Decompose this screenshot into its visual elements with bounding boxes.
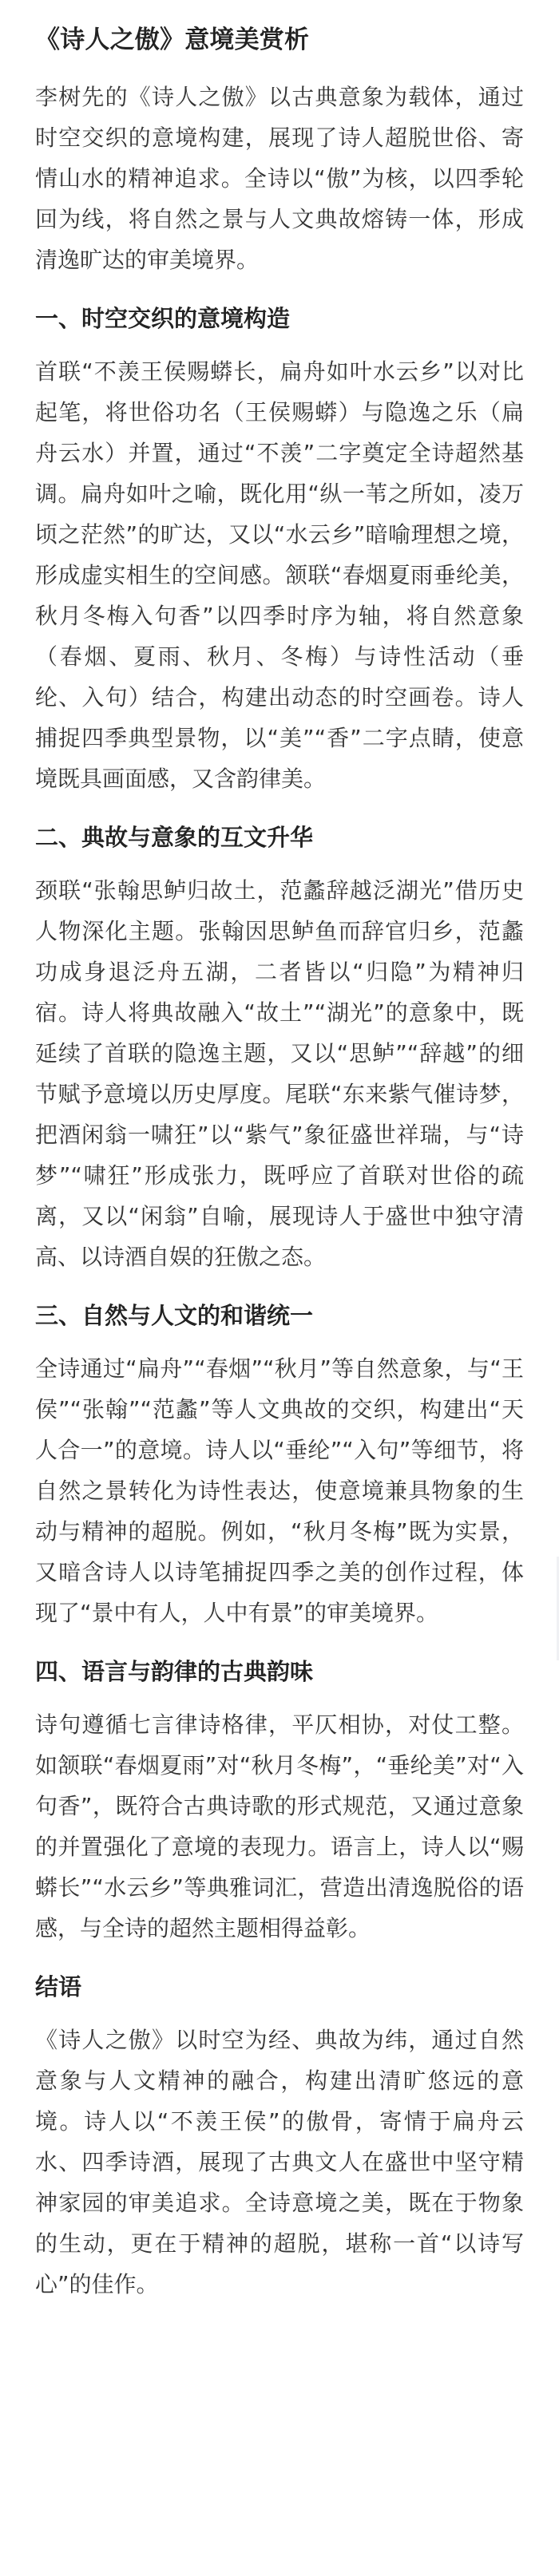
section-body: 颈联“张翰思鲈归故土，范蠡辞越泛湖光”借历史人物深化主题。张翰因思鲈鱼而辞官归乡，范蠡功成身退泛舟五湖，二者皆以“归隐”为精神归宿。诗人将典故融入“故土”“湖光”的意象中，既延续了首联的隐逸主题，又以“思鲈”“辞越”的细节赋予意境以历史厚度。尾联“东来紫气催诗梦，把酒闲翁一啸狂”以“紫气”象征盛世祥瑞，与“诗梦”“啸狂”形成张力，既呼应了首联对世俗的疏离，又以“闲翁”自喻，展现诗人于盛世中独守清高、以诗酒自娱的狂傲之态。 — [35, 877, 524, 1270]
page-title: 《诗人之傲》意境美赏析 — [35, 26, 310, 54]
section-heading: 四、语言与韵律的古典韵味 — [35, 1658, 314, 1685]
section-body: 首联“不羡王侯赐蟒长，扁舟如叶水云乡”以对比起笔，将世俗功名（王侯赐蟒）与隐逸之乐（扁舟云水）并置，通过“不羡”二字奠定全诗超然基调。扁舟如叶之喻，既化用“纵一苇之所如，凌万顷之茫然”的旷达，又以“水云乡”暗喻理想之境，形成虚实相生的空间感。颔联“春烟夏雨垂纶美，秋月冬梅入句香”以四季时序为轴，将自然意象（春烟、夏雨、秋月、冬梅）与诗性活动（垂纶、入句）结合，构建出动态的时空画卷。诗人捕捉四季典型景物，以“美”“香”二字点睛，使意境既具画面感，又含韵律美。 — [35, 358, 524, 792]
section-heading: 三、自然与人文的和谐统一 — [35, 1302, 314, 1329]
section-heading: 一、时空交织的意境构造 — [35, 305, 291, 332]
section-conclusion — [35, 1969, 524, 2305]
section-allusion — [35, 819, 524, 1277]
section-body: 全诗通过“扁舟”“春烟”“秋月”等自然意象，与“王侯”“张翰”“范蠡”等人文典故的交织，构建出“天人合一”的意境。诗人以“垂纶”“入句”等细节，将自然之景转化为诗性表达，使意境兼具物象的生动与精神的超脱。例如，“秋月冬梅”既为实景，又暗含诗人以诗笔捕捉四季之美的创作过程，体现了“景中有人，人中有景”的审美境界。 — [35, 1355, 524, 1626]
section-heading: 结语 — [35, 1973, 82, 2000]
intro-paragraph: 李树先的《诗人之傲》以古典意象为载体，通过时空交织的意境构建，展现了诗人超脱世俗、寄情山水的精神追求。全诗以“傲”为核，以四季轮回为线，将自然之景与人文典故熔铸一体，形成清逸旷达的审美境界。 — [35, 84, 524, 273]
section-heading: 二、典故与意象的互文升华 — [35, 824, 314, 851]
section-body: 诗句遵循七言律诗格律，平仄相协，对仗工整。如颔联“春烟夏雨”对“秋月冬梅”，“垂纶美”对“入句香”，既符合古典诗歌的形式规范，又通过意象的并置强化了意境的表现力。语言上，诗人以“赐蟒长”“水云乡”等典雅词汇，营造出清逸脱俗的语感，与全诗的超然主题相得益彰。 — [35, 1711, 524, 1941]
section-language-rhythm — [35, 1653, 524, 1949]
section-body: 《诗人之傲》以时空为经、典故为纬，通过自然意象与人文精神的融合，构建出清旷悠远的意境。诗人以“不羡王侯”的傲骨，寄情于扁舟云水、四季诗酒，展现了古典文人在盛世中坚守精神家园的审美追求。全诗意境之美，既在于物象的生动，更在于精神的超脱，堪称一首“以诗写心”的佳作。 — [35, 2027, 524, 2297]
section-spacetime — [35, 300, 524, 799]
section-nature-humanity — [35, 1297, 524, 1633]
